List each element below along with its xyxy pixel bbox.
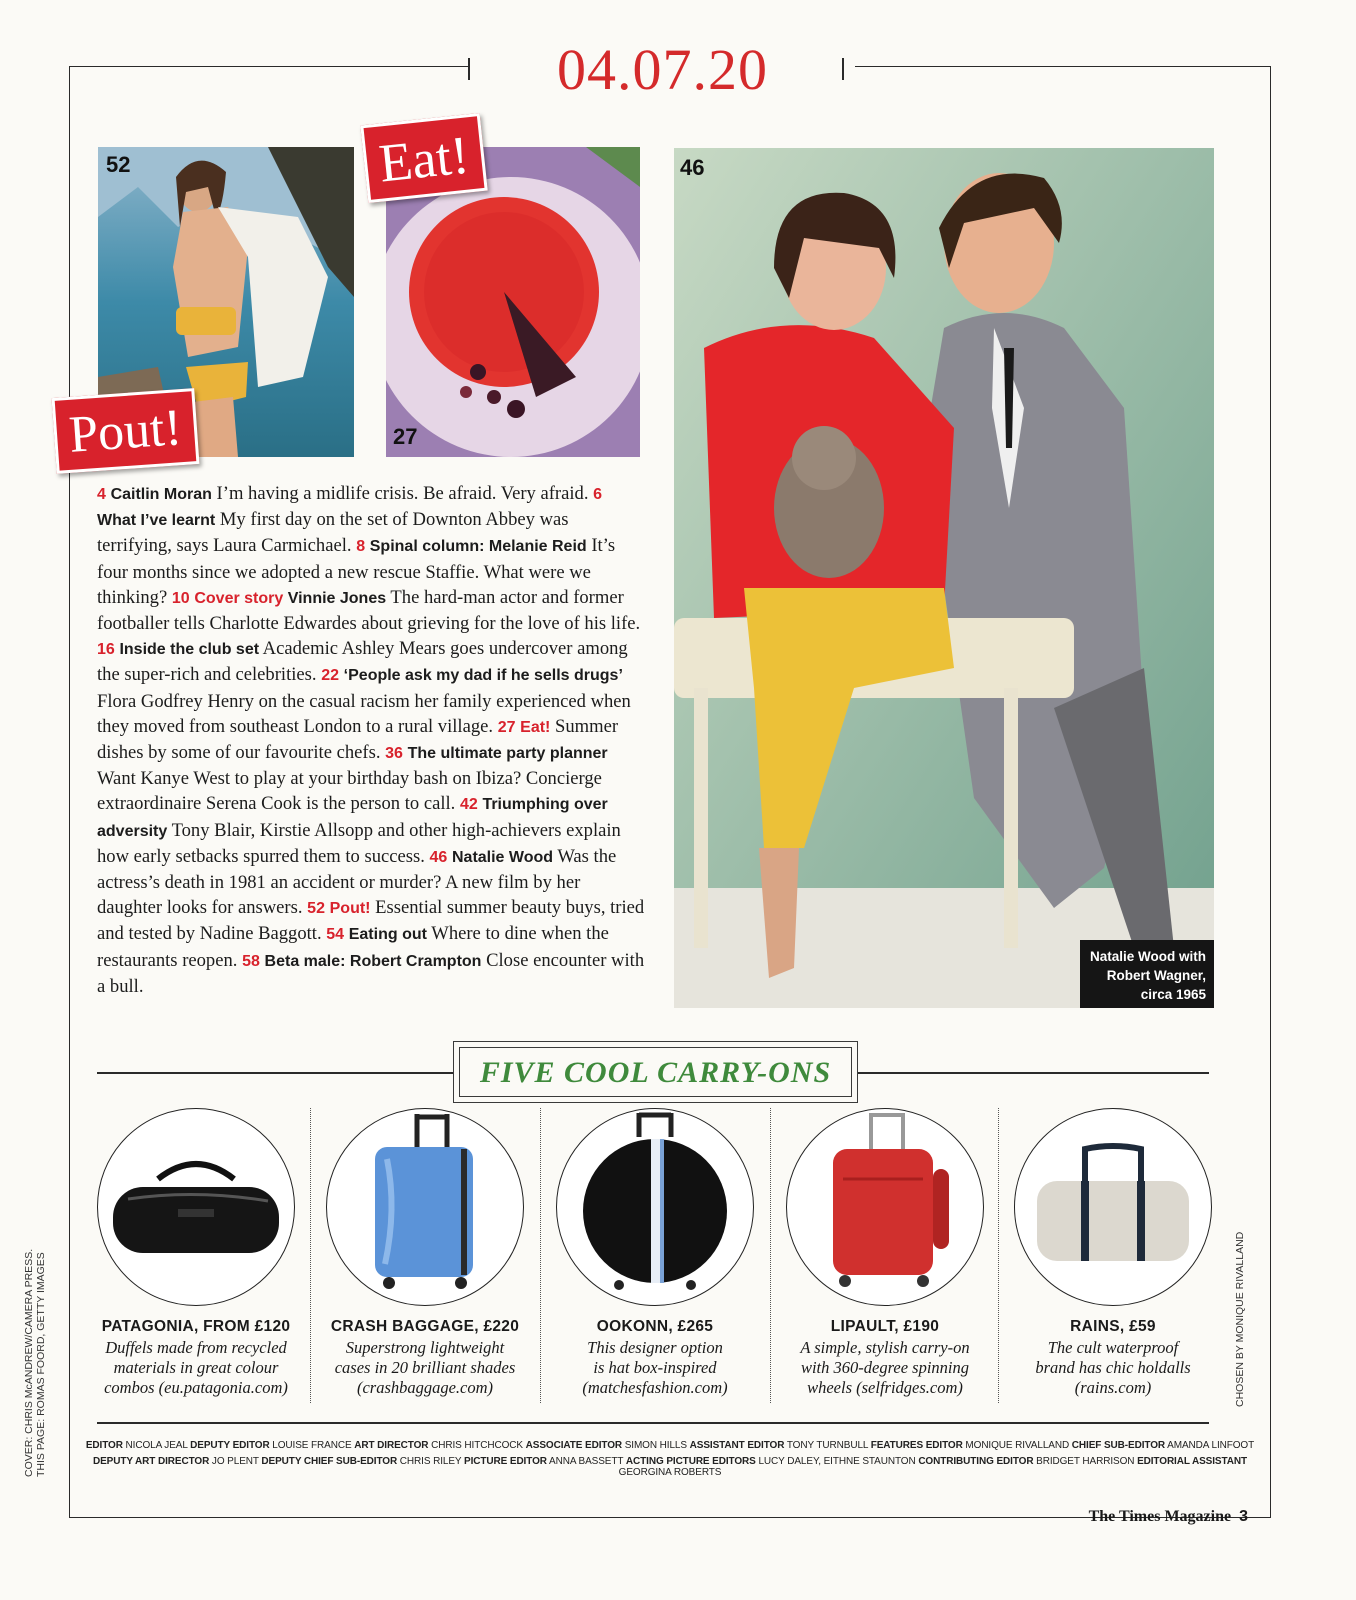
entry-text: I’m having a midlife crisis. Be afraid. Very afraid. — [211, 483, 594, 504]
red-carry-on-icon — [786, 1108, 984, 1306]
chosen-by-side: CHOSEN BY MONIQUE RIVALLAND — [1234, 1231, 1246, 1407]
item-description: Duffels made from recycled materials in great colour combos (eu.patagonia.com) — [104, 1338, 288, 1397]
publication-name: The Times Magazine — [1088, 1508, 1232, 1525]
masthead-line-1: EDITOR NICOLA JEAL DEPUTY EDITOR LOUISE FRANCE ART DIRECTOR CHRIS HITCHCOCK ASSOCIATE EDITOR SIMON HILLS ASSISTANT EDITOR TONY TURNBULL FEATURES EDITOR MONIQUE RIVALLAND CHIEF SUB-EDITOR AMANDA LINFOOT — [85, 1440, 1255, 1451]
entry-page-number: 54 — [326, 926, 345, 944]
eat-page-number: 27 — [393, 424, 418, 449]
blue-suitcase-icon — [326, 1108, 524, 1306]
item-name: PATAGONIA, FROM £120 — [101, 1318, 291, 1335]
item-description: This designer option is hat box-inspired (matchesfashion.com) — [582, 1338, 728, 1397]
entry-text: Where to dine when the restaurants reopen. — [97, 923, 609, 971]
item-description: A simple, stylish carry-on with 360-degree spinning wheels (selfridges.com) — [800, 1338, 970, 1397]
item-name: RAINS, £59 — [1070, 1318, 1156, 1335]
caption-line: Natalie Wood with — [1089, 949, 1206, 964]
pout-page-number: 52 — [106, 152, 131, 177]
entry-text: Close encounter with a bull. — [97, 949, 645, 997]
page-footer — [1089, 1508, 1248, 1526]
entry-page-number: 10 — [171, 589, 190, 607]
entry-subheading: Vinnie Jones — [283, 589, 387, 607]
entry-text: Was the actress’s death in 1981 an accident or murder? A new film by her daughter looks for answers. — [97, 845, 617, 919]
entry-heading: Eat! — [520, 718, 551, 736]
entry-heading: Cover story — [194, 589, 284, 607]
entry-heading: Beta male: Robert Crampton — [264, 952, 482, 970]
pout-tag: Pout! — [52, 388, 200, 474]
entry-heading: The ultimate party planner — [407, 745, 608, 763]
entry-page-number: 52 — [307, 900, 325, 918]
entry-page-number: 16 — [97, 641, 115, 659]
entry-page-number: 22 — [321, 667, 340, 685]
entry-heading: What I’ve learnt — [97, 512, 216, 530]
entry-text: Summer dishes by some of our favourite chefs. — [97, 715, 619, 764]
entry-text: My first day on the set of Downton Abbey was terrifying, says Laura Carmichael. — [97, 509, 569, 557]
caption-line: Robert Wagner, — [1106, 968, 1206, 983]
item-description: Superstrong lightweight cases in 20 brilliant shades (crashbaggage.com) — [334, 1338, 516, 1397]
entry-text: Flora Godfrey Henry on the casual racism her family experienced when they moved from southeast London to a rural village. — [97, 690, 631, 737]
caption-line: circa 1965 — [1140, 987, 1206, 1002]
page-number: 3 — [1239, 1508, 1248, 1525]
contents-entry[interactable] — [97, 483, 593, 504]
banner-rule-right — [858, 1072, 1209, 1074]
carry-on-item-crash-baggage[interactable] — [311, 1108, 539, 1398]
contents-list — [97, 481, 645, 999]
item-name: LIPAULT, £190 — [830, 1318, 940, 1335]
item-description: The cult waterproof brand has chic holdalls (rains.com) — [1035, 1338, 1191, 1397]
eat-tag: Eat! — [360, 113, 487, 203]
entry-heading: Spinal column: Melanie Reid — [369, 538, 587, 556]
entry-text: The hard-man actor and former footballer tells Charlotte Edwardes about grieving for the love of his life. — [97, 586, 641, 635]
carry-ons-title: FIVE COOL CARRY-ONS — [459, 1047, 852, 1097]
entry-text: Want Kanye West to play at your birthday bash on Ibiza? Concierge extraordinaire Serena Cook is the person to call. — [97, 768, 602, 815]
banner-rule-left — [97, 1072, 453, 1074]
item-name: CRASH BAGGAGE, £220 — [330, 1318, 520, 1335]
grey-holdall-icon — [1014, 1108, 1212, 1306]
entry-page-number: 8 — [356, 538, 366, 556]
masthead-line-2: DEPUTY ART DIRECTOR JO PLENT DEPUTY CHIEF SUB-EDITOR CHRIS RILEY PICTURE EDITOR ANNA BASSETT ACTING PICTURE EDITORS LUCY DALEY, EITHNE STAUNTON CONTRIBUTING EDITOR BRIDGET HARRISON EDITORIAL ASSISTANT GEORGINA ROBERTS — [92, 1456, 1248, 1478]
feature-photo — [674, 148, 1214, 1008]
entry-page-number: 4 — [97, 486, 106, 503]
carry-ons-banner — [453, 1041, 858, 1103]
entry-heading: Eating out — [348, 926, 427, 944]
entry-heading: Triumphing over adversity — [97, 796, 608, 840]
item-name: OOKONN, £265 — [596, 1318, 714, 1335]
black-duffel-bag-icon — [97, 1108, 295, 1306]
entry-heading: Caitlin Moran — [110, 486, 212, 503]
entry-page-number: 58 — [242, 952, 260, 970]
entry-page-number: 42 — [459, 796, 478, 814]
entry-heading: Natalie Wood — [451, 848, 554, 866]
credits-rule — [97, 1422, 1209, 1424]
entry-text: Academic Ashley Mears goes undercover among the super-rich and celebrities. — [97, 638, 628, 686]
contents-entry[interactable] — [97, 587, 640, 634]
carry-on-item-lipault[interactable] — [771, 1108, 999, 1398]
entry-text: Essential summer beauty buys, tried and tested by Nadine Baggott. — [97, 897, 645, 945]
carry-on-item-ookonn[interactable] — [541, 1108, 769, 1398]
feature-page-number: 46 — [680, 155, 705, 180]
feature-photo-caption — [1080, 940, 1214, 1008]
issue-date: 04.07.20 — [557, 37, 768, 102]
entry-text: It’s four months since we adopted a new rescue Staffie. What were we thinking? — [97, 535, 616, 608]
round-hatbox-case-icon — [556, 1108, 754, 1306]
carry-on-item-rains[interactable] — [999, 1108, 1227, 1398]
carry-on-item-patagonia[interactable] — [82, 1108, 310, 1398]
entry-heading: ‘People ask my dad if he sells drugs’ — [343, 667, 623, 685]
entry-text: Tony Blair, Kirstie Allsopp and other high-achievers explain how early setbacks spurred them to success. — [97, 819, 621, 867]
photo-credit-side: COVER: CHRIS McANDREW/CAMERA PRESS. THIS PAGE: ROMAS FOORD, GETTY IMAGES — [23, 1248, 47, 1477]
entry-page-number: 6 — [593, 486, 603, 503]
entry-heading: Inside the club set — [119, 641, 260, 659]
entry-heading: Pout! — [329, 900, 371, 918]
entry-page-number: 36 — [385, 745, 403, 763]
entry-page-number: 27 — [497, 718, 516, 736]
entry-page-number: 46 — [429, 848, 448, 866]
